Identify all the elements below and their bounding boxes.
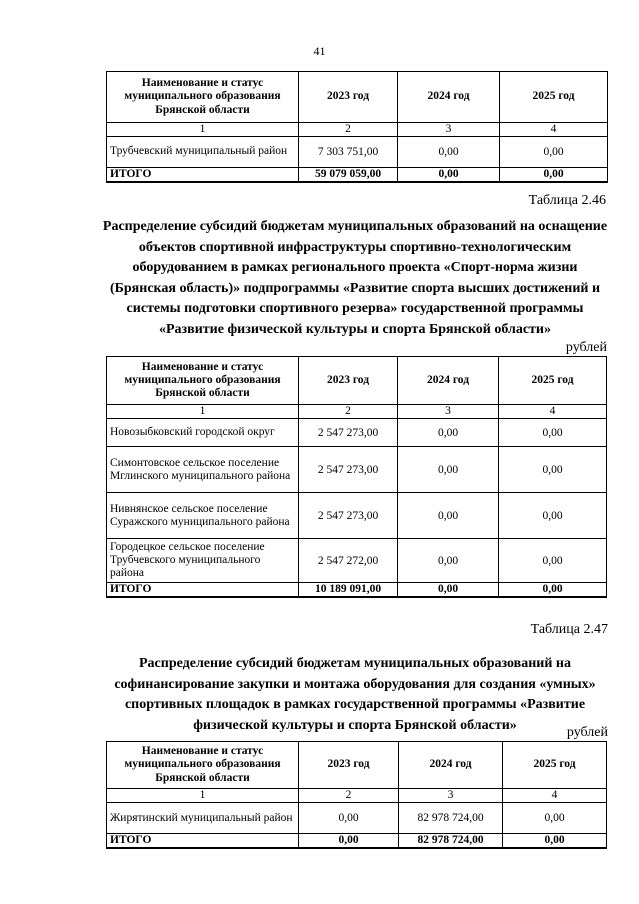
table-2-46 bbox=[106, 356, 607, 598]
total-2024: 0,00 bbox=[398, 167, 500, 181]
index-cell: 1 bbox=[107, 123, 299, 137]
total-2025: 0,00 bbox=[499, 583, 607, 597]
header-2024: 2024 год bbox=[398, 357, 499, 405]
header-2023: 2023 год bbox=[299, 72, 398, 123]
row-name: Трубчевский муниципальный район bbox=[107, 136, 299, 167]
total-label: ИТОГО bbox=[107, 167, 299, 181]
table-row bbox=[107, 136, 608, 167]
table-total-row bbox=[107, 583, 607, 597]
table-2-46-label: Таблица 2.46 bbox=[528, 193, 606, 208]
table-2-47-unit: рублей bbox=[566, 725, 608, 740]
header-name: Наименование и статус муниципального образования Брянской области bbox=[107, 357, 299, 405]
table-header-row bbox=[107, 357, 607, 405]
table-row bbox=[107, 493, 607, 539]
total-2023: 10 189 091,00 bbox=[299, 583, 398, 597]
row-2025: 0,00 bbox=[499, 419, 607, 447]
index-cell: 4 bbox=[499, 405, 607, 419]
total-label: ИТОГО bbox=[107, 834, 299, 848]
row-2025: 0,00 bbox=[503, 803, 607, 834]
row-2023: 2 547 273,00 bbox=[299, 419, 398, 447]
row-name: Симонтовское сельское поселение Мглинского муниципального района bbox=[107, 447, 299, 493]
index-cell: 1 bbox=[107, 789, 299, 803]
row-2023: 2 547 273,00 bbox=[299, 493, 398, 539]
row-2024: 0,00 bbox=[398, 419, 499, 447]
row-2025: 0,00 bbox=[499, 493, 607, 539]
table-2-47 bbox=[106, 741, 607, 849]
header-2024: 2024 год bbox=[399, 742, 503, 789]
total-2023: 0,00 bbox=[299, 834, 399, 848]
total-2024: 0,00 bbox=[398, 583, 499, 597]
row-2024: 0,00 bbox=[398, 493, 499, 539]
row-2025: 0,00 bbox=[499, 539, 607, 583]
table-row bbox=[107, 447, 607, 493]
table-2-47-caption: Распределение субсидий бюджетам муниципальных образований на софинансирование закупки и монтажа оборудования для создания «умных» спортивных площадок в рамках государственной программы «Развитие физической культуры и спорта Брянской области» bbox=[114, 656, 596, 733]
total-2023: 59 079 059,00 bbox=[299, 167, 398, 181]
page-number: 41 bbox=[313, 44, 326, 58]
index-cell: 4 bbox=[503, 789, 607, 803]
table-row bbox=[107, 803, 607, 834]
table-header-row bbox=[107, 72, 608, 123]
total-2025: 0,00 bbox=[500, 167, 608, 181]
table-total-row bbox=[107, 167, 608, 181]
table-total-row bbox=[107, 834, 607, 848]
table-index-row bbox=[107, 405, 607, 419]
index-cell: 4 bbox=[500, 123, 608, 137]
table-row bbox=[107, 539, 607, 583]
table-index-row bbox=[107, 123, 608, 137]
row-2025: 0,00 bbox=[500, 136, 608, 167]
header-2025: 2025 год bbox=[499, 357, 607, 405]
row-2025: 0,00 bbox=[499, 447, 607, 493]
table-index-row bbox=[107, 789, 607, 803]
table-header-row bbox=[107, 742, 607, 789]
total-2024: 82 978 724,00 bbox=[399, 834, 503, 848]
header-2023: 2023 год bbox=[299, 357, 398, 405]
row-name: Жирятинский муниципальный район bbox=[107, 803, 299, 834]
table-2-46-unit: рублей bbox=[565, 340, 607, 355]
total-2025: 0,00 bbox=[503, 834, 607, 848]
row-2023: 0,00 bbox=[299, 803, 399, 834]
row-2023: 2 547 272,00 bbox=[299, 539, 398, 583]
row-name: Новозыбковский городской округ bbox=[107, 419, 299, 447]
table-2-47-label: Таблица 2.47 bbox=[530, 622, 608, 637]
index-cell: 3 bbox=[399, 789, 503, 803]
table-2-46-caption: Распределение субсидий бюджетам муниципальных образований на оснащение объектов спортивной инфраструктуры спортивно-технологическим оборудованием в рамках регионального проекта «Спорт-норма жизни (Брянская область)» подпрограммы «Развитие спорта высших достижений и системы подготовки спортивного резерва» государственной программы «Развитие физической культуры и спорта Брянской области» bbox=[102, 219, 608, 337]
header-2025: 2025 год bbox=[503, 742, 607, 789]
row-2023: 7 303 751,00 bbox=[299, 136, 398, 167]
header-2025: 2025 год bbox=[500, 72, 608, 123]
header-2023: 2023 год bbox=[299, 742, 399, 789]
row-name: Городецкое сельское поселение Трубчевского муниципального района bbox=[107, 539, 299, 583]
index-cell: 2 bbox=[299, 789, 399, 803]
row-2024: 0,00 bbox=[398, 447, 499, 493]
index-cell: 2 bbox=[299, 123, 398, 137]
header-2024: 2024 год bbox=[398, 72, 500, 123]
index-cell: 3 bbox=[398, 405, 499, 419]
index-cell: 1 bbox=[107, 405, 299, 419]
total-label: ИТОГО bbox=[107, 583, 299, 597]
table-row bbox=[107, 419, 607, 447]
row-2024: 0,00 bbox=[398, 539, 499, 583]
table-continued bbox=[106, 71, 608, 183]
index-cell: 3 bbox=[398, 123, 500, 137]
row-2023: 2 547 273,00 bbox=[299, 447, 398, 493]
row-name: Нивнянское сельское поселение Суражского муниципального района bbox=[107, 493, 299, 539]
header-name: Наименование и статус муниципального образования Брянской области bbox=[107, 742, 299, 789]
header-name: Наименование и статус муниципального образования Брянской области bbox=[107, 72, 299, 123]
index-cell: 2 bbox=[299, 405, 398, 419]
row-2024: 0,00 bbox=[398, 136, 500, 167]
row-2024: 82 978 724,00 bbox=[399, 803, 503, 834]
